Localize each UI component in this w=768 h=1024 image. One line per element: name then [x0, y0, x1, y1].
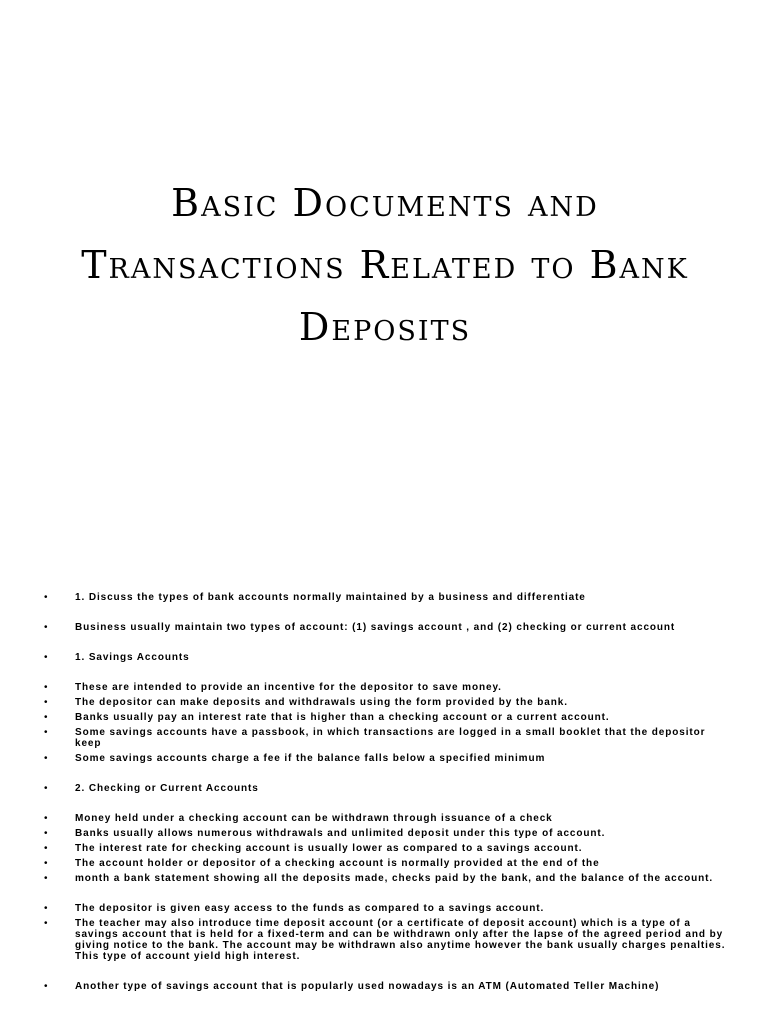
bullet-icon: •	[44, 873, 49, 884]
bullet-icon: •	[44, 712, 49, 723]
bullet-icon: •	[44, 858, 49, 869]
list-item-text: Business usually maintain two types of account: (1) savings account , and (2) checking or current account	[75, 622, 676, 633]
list-item-text: Some savings accounts charge a fee if the balance falls below a specified minimum	[75, 753, 546, 764]
list-item-text: Banks usually allows numerous withdrawals and unlimited deposit under this type of account.	[75, 828, 606, 839]
bullet-icon: •	[44, 981, 49, 992]
bullet-list	[40, 592, 730, 992]
bullet-icon: •	[44, 592, 49, 603]
document-title: Basic Documents and Transactions Related to Bank Deposits	[81, 181, 689, 349]
list-item	[40, 622, 730, 633]
list-item-text: month a bank statement showing all the deposits made, checks paid by the bank, and the balance of the account.	[75, 873, 713, 884]
list-item-text: The interest rate for checking account is usually lower as compared to a savings account.	[75, 843, 583, 854]
bullet-icon: •	[44, 753, 49, 764]
list-item	[40, 652, 730, 663]
list-item	[40, 813, 730, 824]
list-item	[40, 903, 730, 914]
bullet-icon: •	[44, 843, 49, 854]
list-item-text: Some savings accounts have a passbook, in which transactions are logged in a small booklet that the depositor keep	[75, 727, 706, 749]
list-item-text: Banks usually pay an interest rate that is higher than a checking account or a current account.	[75, 712, 610, 723]
list-item	[40, 592, 730, 603]
list-item	[40, 682, 730, 693]
bullet-icon: •	[44, 813, 49, 824]
list-item-text: The account holder or depositor of a checking account is normally provided at the end of the	[75, 858, 600, 869]
bullet-icon: •	[44, 918, 49, 929]
list-item	[40, 843, 730, 854]
bullet-icon: •	[44, 697, 49, 708]
list-item-text: 1. Discuss the types of bank accounts normally maintained by a business and differentiate	[75, 592, 586, 603]
list-item	[40, 712, 730, 723]
list-item-text: The depositor can make deposits and withdrawals using the form provided by the bank.	[75, 697, 568, 708]
list-item	[40, 697, 730, 708]
bullet-icon: •	[44, 783, 49, 794]
list-item-text: Another type of savings account that is popularly used nowadays is an ATM (Automated Teller Machine)	[75, 981, 660, 992]
list-item-text: 1. Savings Accounts	[75, 652, 190, 663]
list-item	[40, 858, 730, 869]
list-item	[40, 981, 730, 992]
list-item	[40, 918, 730, 962]
list-item	[40, 783, 730, 794]
bullet-icon: •	[44, 652, 49, 663]
list-item-text: The depositor is given easy access to the funds as compared to a savings account.	[75, 903, 545, 914]
list-item	[40, 753, 730, 764]
list-item-text: These are intended to provide an incentive for the depositor to save money.	[75, 682, 502, 693]
list-item	[40, 828, 730, 839]
list-item-text: Money held under a checking account can be withdrawn through issuance of a check	[75, 813, 553, 824]
list-item-text: The teacher may also introduce time deposit account (or a certificate of deposit account) which is a type of a savings account that is held for a fixed-term and can be withdrawn only after the lapse of the agreed period and by giving notice to the bank. The account may be withdrawn also anytime however the bank usually charges penalties. This type of account yield high interest.	[75, 918, 726, 962]
bullet-icon: •	[44, 622, 49, 633]
bullet-icon: •	[44, 828, 49, 839]
list-item	[40, 873, 730, 884]
bullet-icon: •	[44, 682, 49, 693]
bullet-icon: •	[44, 903, 49, 914]
list-item-text: 2. Checking or Current Accounts	[75, 783, 259, 794]
bullet-icon: •	[44, 727, 49, 738]
list-item	[40, 727, 730, 749]
